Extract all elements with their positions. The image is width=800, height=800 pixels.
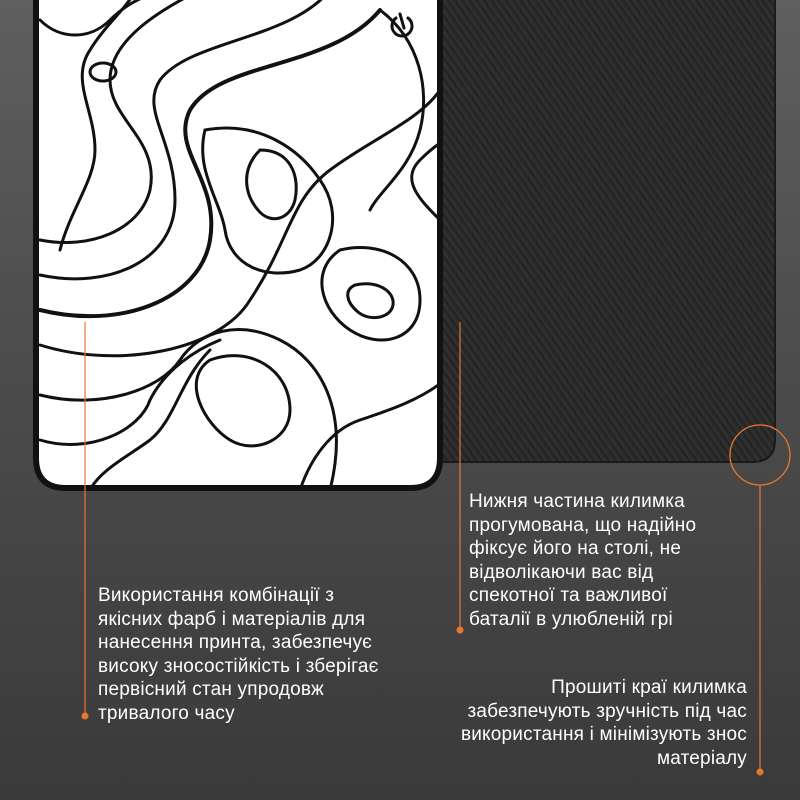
- callout-right-text: [461, 676, 747, 770]
- callout-left-text: [98, 584, 379, 725]
- mousepad-rubber-base: [420, 0, 775, 462]
- callout-middle-dot: [457, 627, 464, 634]
- callout-line: баталії в улюбленій грі: [469, 608, 673, 630]
- callout-line: Використання комбінації з: [98, 585, 335, 606]
- callout-line: Прошиті краї килимка: [551, 677, 747, 698]
- callout-line: матеріалу: [656, 747, 747, 769]
- callout-line: спекотної та важливої: [469, 585, 668, 606]
- callout-line: тривалого часу: [98, 702, 235, 724]
- callout-line: первісний стан упродовж: [98, 679, 324, 700]
- mousepad-print: [36, 0, 445, 490]
- callout-line: якісних фарб і матеріалів для: [98, 608, 366, 630]
- callout-line: використання і мінімізують знос: [460, 724, 747, 745]
- callout-line: високу зносостійкість і зберігає: [98, 655, 379, 677]
- callout-line: нанесення принта, забезпечує: [98, 632, 373, 653]
- callout-line: прогумована, що надійно: [469, 514, 697, 536]
- callout-line: фіксує його на столі, не: [469, 538, 682, 559]
- callout-right-dot: [757, 769, 764, 776]
- callout-line: Нижня частина килимка: [469, 491, 685, 512]
- callout-line: відволікаючи вас від: [469, 561, 654, 583]
- callout-line: забезпечують зручність під час: [467, 700, 747, 722]
- callout-left-dot: [82, 713, 89, 720]
- callout-middle-text: [469, 490, 696, 631]
